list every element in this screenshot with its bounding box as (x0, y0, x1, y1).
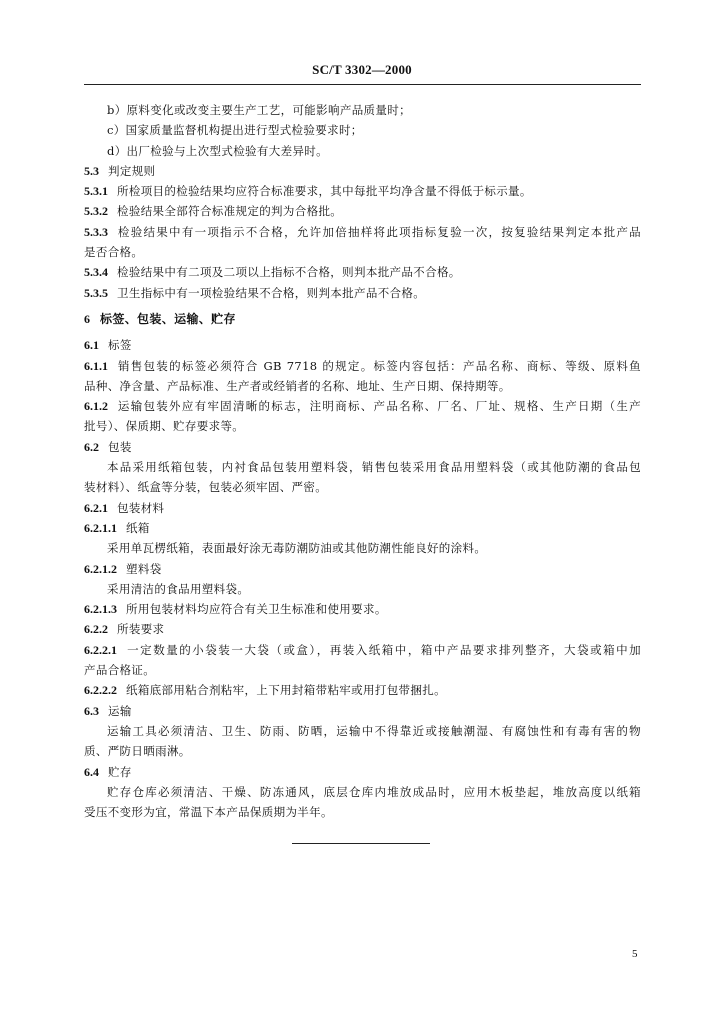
clause-text: 质、严防日晒雨淋。 (84, 744, 191, 759)
clause-line (84, 283, 641, 303)
clause-text: 运输包装外应有牢固清晰的标志，注明商标、产品名称、厂名、厂址、规格、生产日期（生产 (117, 399, 641, 414)
clause-text: 判定规则 (108, 163, 156, 178)
text-line (84, 579, 641, 599)
clause-text: 所用包装材料均应符合有关卫生标准和使用要求。 (126, 602, 387, 617)
clause-line (84, 701, 641, 721)
clause-text: 包装材料 (117, 500, 165, 515)
clause-line (84, 437, 641, 457)
clause-number: 5.3.3 (84, 224, 108, 239)
clause-text: d）出厂检验与上次型式检验有大差异时。 (107, 143, 329, 158)
text-line (84, 477, 641, 497)
clause-number: 5.3.4 (84, 265, 108, 280)
document-code-header: SC/T 3302—2000 (312, 62, 412, 77)
clause-text: 销售包装的标签必须符合 GB 7718 的规定。标签内容包括：产品名称、商标、等级、原料鱼 (117, 358, 641, 373)
text-line (84, 376, 641, 396)
clause-text: b）原料变化或改变主要生产工艺，可能影响产品质量时； (107, 103, 411, 117)
clause-number: 6.2 (84, 439, 99, 454)
text-line (84, 141, 641, 161)
document-body (84, 100, 641, 822)
clause-line (84, 640, 641, 660)
clause-text: 运输工具必须清洁、卫生、防雨、防晒，运输中不得靠近或接触潮湿、有腐蚀性和有毒有害的物 (107, 723, 641, 738)
clause-number: 6.2.1 (84, 500, 108, 515)
clause-number: 6.2.2.2 (84, 683, 117, 698)
clause-number: 6.2.1.1 (84, 520, 117, 535)
clause-number: 6.1 (84, 338, 99, 353)
chapter-heading (84, 309, 641, 329)
clause-line (84, 356, 641, 376)
clause-line (84, 559, 641, 579)
clause-number: 6.2.2.1 (84, 642, 117, 657)
clause-number: 6.4 (84, 764, 99, 779)
clause-text: 纸箱 (126, 520, 150, 535)
clause-text: 标签 (108, 338, 132, 353)
text-line (84, 457, 641, 477)
header-rule (84, 84, 641, 85)
clause-line (84, 762, 641, 782)
clause-line (84, 222, 641, 242)
text-line (84, 242, 641, 262)
clause-line (84, 619, 641, 639)
clause-line (84, 680, 641, 700)
clause-text: 包装 (108, 439, 132, 454)
clause-text: 检验结果全部符合标准规定的判为合格批。 (117, 204, 343, 219)
clause-line (84, 262, 641, 282)
clause-text: 所检项目的检验结果均应符合标准要求，其中每批平均净含量不得低于标示量。 (117, 184, 532, 199)
clause-text: 受压不变形为宜，常温下本产品保质期为半年。 (84, 805, 333, 820)
clause-number: 6.2.1.2 (84, 561, 117, 576)
clause-text: 标签、包装、运输、贮存 (100, 311, 236, 326)
clause-text: 纸箱底部用粘合剂粘牢，上下用封箱带粘牢或用打包带捆扎。 (126, 683, 446, 698)
clause-line (84, 498, 641, 518)
clause-text: 一定数量的小袋装一大袋（或盒），再装入纸箱中，箱中产品要求排列整齐，大袋或箱中加 (126, 642, 641, 657)
clause-number: 6.2.1.3 (84, 602, 117, 617)
clause-line (84, 518, 641, 538)
clause-text: 贮存仓库必须清洁、干燥、防冻通风，底层仓库内堆放成品时，应用木板垫起，堆放高度以纸箱 (107, 784, 641, 799)
clause-text: 塑料袋 (126, 561, 162, 576)
text-line (84, 100, 641, 120)
clause-number: 5.3.2 (84, 204, 108, 219)
clause-text: 采用单瓦楞纸箱，表面最好涂无毒防潮防油或其他防潮性能良好的涂料。 (107, 541, 487, 556)
text-line (84, 660, 641, 680)
clause-line (84, 335, 641, 355)
clause-number: 6.2.2 (84, 622, 108, 637)
clause-text: 是否合格。 (84, 245, 144, 260)
text-line (84, 721, 641, 741)
clause-text: 品种、净含量、产品标准、生产者或经销者的名称、地址、生产日期、保持期等。 (84, 378, 511, 393)
clause-number: 5.3 (84, 163, 99, 178)
clause-number: 5.3.1 (84, 184, 108, 199)
clause-number: 6.1.1 (84, 358, 108, 373)
clause-text: 批号）、保质期、贮存要求等。 (84, 419, 245, 434)
clause-number: 6.3 (84, 703, 99, 718)
clause-text: 检验结果中有一项指示不合格，允许加倍抽样将此项指标复验一次，按复验结果判定本批产品 (117, 224, 641, 239)
clause-line (84, 161, 641, 181)
text-line (84, 538, 641, 558)
clause-number: 6 (84, 311, 90, 326)
page-number: 5 (632, 948, 638, 960)
clause-text: 贮存 (108, 764, 132, 779)
text-line (84, 741, 641, 761)
end-rule (292, 843, 430, 844)
clause-text: 运输 (108, 703, 132, 718)
clause-text: 所装要求 (117, 622, 165, 637)
text-line (84, 120, 641, 140)
text-line (84, 416, 641, 436)
text-line (84, 802, 641, 822)
text-line (84, 782, 641, 802)
clause-line (84, 599, 641, 619)
clause-text: 卫生指标中有一项检验结果不合格，则判本批产品不合格。 (117, 285, 426, 300)
clause-text: 产品合格证。 (84, 663, 156, 678)
clause-text: 本品采用纸箱包装，内衬食品包装用塑料袋，销售包装采用食品用塑料袋（或其他防潮的食品包 (107, 460, 641, 475)
clause-text: 采用清洁的食品用塑料袋。 (107, 581, 250, 596)
clause-number: 6.1.2 (84, 399, 108, 414)
clause-line (84, 181, 641, 201)
clause-text: 装材料）、纸盒等分装，包装必须牢固、严密。 (84, 480, 328, 495)
clause-number: 5.3.5 (84, 285, 108, 300)
clause-text: c）国家质量监督机构提出进行型式检验要求时； (107, 123, 363, 138)
clause-line (84, 201, 641, 221)
clause-text: 检验结果中有二项及二项以上指标不合格，则判本批产品不合格。 (117, 265, 461, 280)
clause-line (84, 396, 641, 416)
